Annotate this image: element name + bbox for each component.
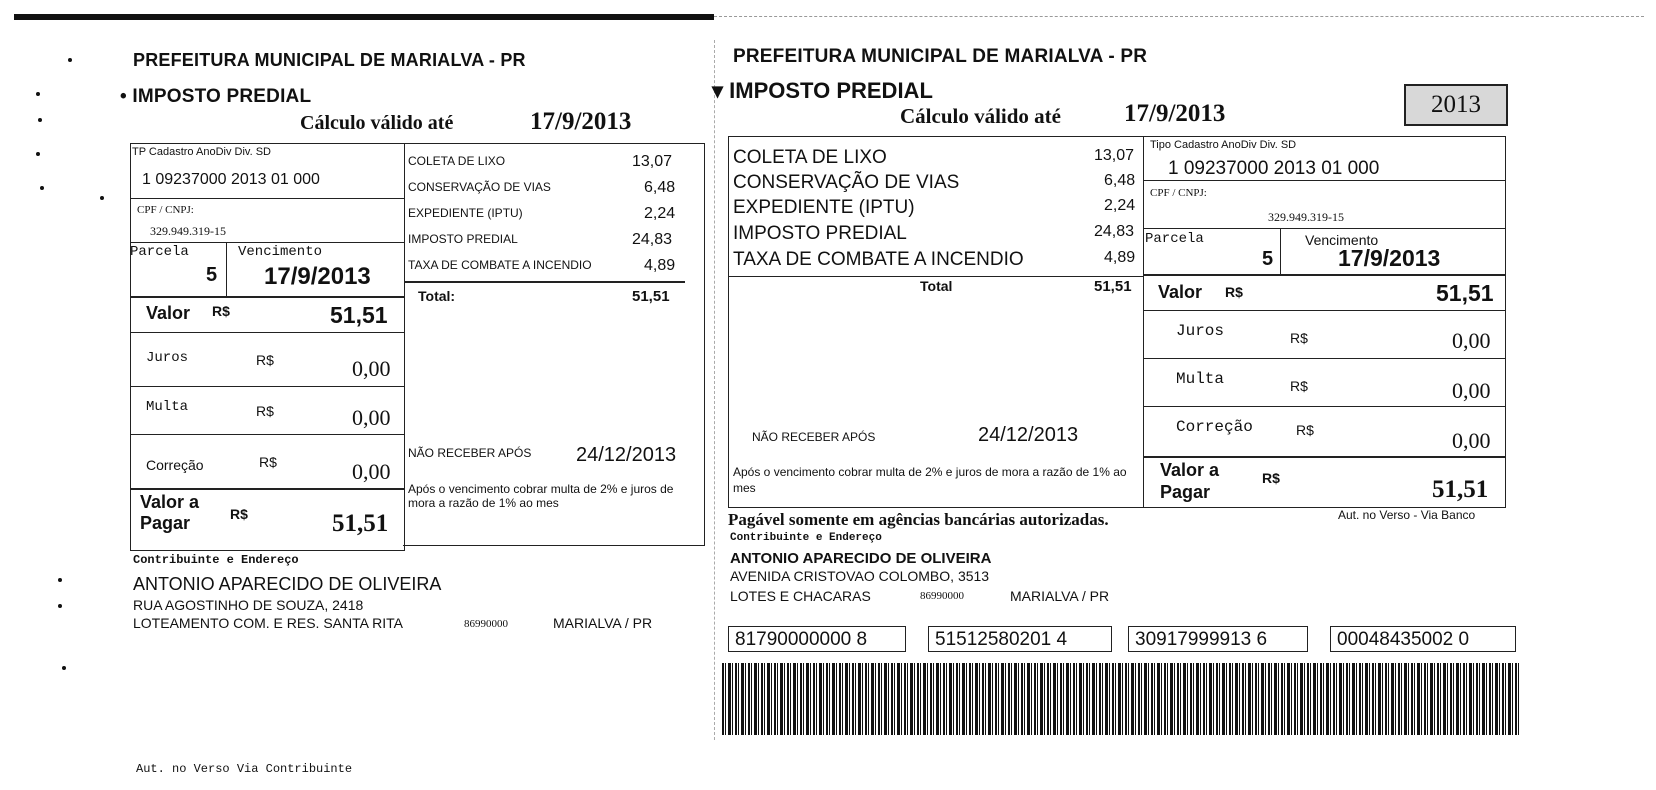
barcode (722, 663, 1520, 735)
left-correcao-label: Correção (146, 457, 204, 473)
right-item-label: COLETA DE LIXO (733, 147, 887, 168)
right-cpf-label: CPF / CNPJ: (1150, 187, 1207, 199)
right-valor-pagar-label (1160, 459, 1219, 503)
right-nao-receber-date: 24/12/2013 (978, 424, 1079, 446)
right-multa-value: 0,00 (1452, 378, 1491, 403)
scan-top-border (14, 14, 714, 20)
right-total-line (728, 276, 1143, 277)
left-note: Após o vencimento cobrar multa de 2% e juros de mora a razão de 1% ao mes (408, 482, 674, 510)
left-valor-currency: R$ (212, 303, 230, 319)
right-item-value: 13,07 (1094, 147, 1135, 164)
scan-dot (36, 92, 40, 96)
right-total-label: Total (920, 278, 953, 294)
right-item-label: TAXA DE COMBATE A INCENDIO (733, 249, 1024, 270)
right-total-value: 51,51 (1094, 278, 1132, 295)
right-line (1143, 358, 1506, 359)
right-correcao-value: 0,00 (1452, 428, 1491, 453)
right-pagavel: Pagável somente em agências bancárias autorizadas. (728, 510, 1109, 529)
right-valor-pagar-value: 51,51 (1432, 476, 1489, 503)
left-correcao-currency: R$ (259, 454, 277, 470)
right-tax-title-text: IMPOSTO PREDIAL (729, 78, 933, 103)
left-line (130, 488, 405, 490)
right-note: Após o vencimento cobrar multa de 2% e juros de mora a razão de 1% ao mes (733, 465, 1127, 495)
right-contrib-name: ANTONIO APARECIDO DE OLIVEIRA (730, 550, 992, 567)
right-parcela-label: Parcela (1145, 231, 1204, 247)
right-line (1143, 406, 1506, 407)
right-juros-label: Juros (1176, 322, 1225, 340)
right-venc-value: 17/9/2013 (1338, 245, 1441, 271)
right-multa-label: Multa (1176, 370, 1225, 388)
left-cad-value: 1 09237000 2013 01 000 (142, 171, 320, 188)
left-calc-date: 17/9/2013 (530, 108, 632, 135)
left-contrib-name: ANTONIO APARECIDO DE OLIVEIRA (133, 574, 442, 594)
left-line (130, 434, 405, 435)
left-valor-pagar-currency: R$ (230, 506, 248, 522)
right-line (1143, 310, 1506, 311)
left-venc-label: Vencimento (238, 244, 323, 260)
left-line (130, 198, 405, 199)
right-contrib-addr2: LOTES E CHACARAS (730, 588, 871, 604)
right-contrib-label: Contribuinte e Endereço (730, 532, 882, 544)
left-cpf-label: CPF / CNPJ: (137, 204, 194, 216)
right-juros-value: 0,00 (1452, 328, 1491, 353)
left-item-label: IMPOSTO PREDIAL (408, 232, 518, 246)
left-vline (226, 242, 227, 296)
left-contrib-addr1: RUA AGOSTINHO DE SOUZA, 2418 (133, 597, 364, 613)
right-valor-pagar-label-1: Valor a (1160, 460, 1220, 480)
left-line (130, 332, 405, 333)
left-item-value: 2,24 (644, 205, 676, 222)
right-contrib-city: MARIALVA / PR (1010, 588, 1110, 604)
left-valor-pagar-value: 51,51 (332, 510, 389, 537)
right-aut-banco: Aut. no Verso - Via Banco (1338, 508, 1476, 522)
right-cad-value: 1 09237000 2013 01 000 (1168, 158, 1380, 179)
left-item-value: 4,89 (644, 257, 676, 274)
right-juros-currency: R$ (1290, 330, 1308, 346)
right-item-label: CONSERVAÇÃO DE VIAS (733, 172, 960, 193)
right-valor-pagar-currency: R$ (1262, 470, 1280, 486)
left-contrib-city: MARIALVA / PR (553, 615, 653, 631)
scan-dot (58, 604, 62, 608)
left-valor-pagar-label (140, 492, 199, 534)
right-calc-label: Cálculo válido até (900, 104, 1061, 128)
right-contrib-addr1: AVENIDA CRISTOVAO COLOMBO, 3513 (730, 568, 990, 584)
left-multa-currency: R$ (256, 403, 274, 419)
left-juros-value: 0,00 (352, 356, 391, 381)
left-total-label: Total: (418, 288, 456, 304)
left-juros-currency: R$ (256, 352, 274, 368)
left-footer: Aut. no Verso Via Contribuinte (136, 762, 353, 776)
right-correcao-label: Correção (1176, 418, 1253, 436)
left-contrib-addr2: LOTEAMENTO COM. E RES. SANTA RITA (133, 615, 403, 631)
perforation-line (714, 40, 715, 740)
right-valor-pagar-label-2: Pagar (1160, 482, 1211, 502)
right-calc-date: 17/9/2013 (1124, 100, 1226, 127)
left-contrib-cep: 86990000 (464, 618, 508, 630)
right-line (1143, 274, 1506, 276)
left-item-label: EXPEDIENTE (IPTU) (408, 206, 523, 220)
scan-dot (62, 666, 66, 670)
left-line (130, 242, 405, 243)
right-tax-title: ▾ IMPOSTO PREDIAL (712, 78, 933, 103)
left-valor-value: 51,51 (330, 302, 388, 328)
left-total-line (405, 281, 685, 283)
right-correcao-currency: R$ (1296, 422, 1314, 438)
right-item-value: 6,48 (1104, 172, 1136, 189)
right-cad-header: Tipo Cadastro AnoDiv Div. SD (1150, 139, 1297, 151)
right-item-value: 24,83 (1094, 223, 1135, 240)
left-multa-value: 0,00 (352, 405, 391, 430)
left-line (130, 296, 405, 298)
right-vline (1143, 136, 1144, 508)
left-line (130, 386, 405, 387)
left-item-label: COLETA DE LIXO (408, 154, 506, 168)
scan-dot (68, 58, 72, 62)
left-total-value: 51,51 (632, 288, 670, 305)
right-city-title: PREFEITURA MUNICIPAL DE MARIALVA - PR (733, 46, 1148, 67)
left-valor-label: Valor (146, 303, 191, 323)
left-item-value: 24,83 (632, 231, 673, 248)
right-parcela-value: 5 (1262, 248, 1274, 270)
left-nao-receber-label: NÃO RECEBER APÓS (408, 446, 532, 460)
left-item-label: TAXA DE COMBATE A INCENDIO (408, 258, 592, 272)
left-juros-label: Juros (146, 350, 189, 366)
scan-dot (36, 152, 40, 156)
right-contrib-cep: 86990000 (920, 590, 964, 602)
linha-digitavel-field-1: 81790000000 8 (728, 626, 906, 652)
linha-digitavel-field-4: 00048435002 0 (1330, 626, 1516, 652)
left-valor-pagar-label-1: Valor a (140, 492, 200, 512)
right-valor-currency: R$ (1225, 284, 1243, 300)
linha-digitavel-field-3: 30917999913 6 (1128, 626, 1308, 652)
right-line (1143, 228, 1506, 229)
right-item-value: 4,89 (1104, 249, 1136, 266)
left-item-value: 6,48 (644, 179, 676, 196)
scan-dot (38, 118, 42, 122)
left-multa-label: Multa (146, 399, 189, 415)
left-nao-receber-date: 24/12/2013 (576, 444, 677, 466)
right-venc-label: Vencimento (1305, 232, 1379, 248)
left-parcela-value: 5 (206, 264, 218, 286)
left-cpf-value: 329.949.319-15 (150, 224, 226, 238)
right-vline (1280, 228, 1281, 274)
left-valor-pagar-label-2: Pagar (140, 513, 191, 533)
left-city-title: PREFEITURA MUNICIPAL DE MARIALVA - PR (133, 50, 526, 70)
left-item-value: 13,07 (632, 153, 673, 170)
left-tax-title-text: IMPOSTO PREDIAL (132, 86, 312, 107)
scan-dot (40, 186, 44, 190)
left-parcela-label: Parcela (130, 244, 189, 260)
left-contrib-label: Contribuinte e Endereço (133, 553, 299, 567)
right-cpf-value: 329.949.319-15 (1268, 210, 1344, 224)
left-calc-label: Cálculo válido até (300, 112, 454, 134)
right-nao-receber-label: NÃO RECEBER APÓS (752, 430, 876, 444)
left-tax-title: • IMPOSTO PREDIAL (120, 86, 312, 107)
right-item-label: EXPEDIENTE (IPTU) (733, 197, 915, 218)
right-item-label: IMPOSTO PREDIAL (733, 223, 907, 244)
right-valor-value: 51,51 (1436, 280, 1494, 306)
right-line (1143, 456, 1506, 458)
left-correcao-value: 0,00 (352, 459, 391, 484)
year-badge: 2013 (1404, 84, 1508, 126)
left-item-label: CONSERVAÇÃO DE VIAS (408, 180, 551, 194)
left-venc-value: 17/9/2013 (264, 263, 371, 290)
scan-dotted-line (714, 16, 1644, 17)
linha-digitavel-field-2: 51512580201 4 (928, 626, 1112, 652)
left-cad-header: TP Cadastro AnoDiv Div. SD (132, 146, 271, 158)
right-item-value: 2,24 (1104, 197, 1136, 214)
scan-dot (100, 196, 104, 200)
scan-dot (58, 578, 62, 582)
right-line (1143, 180, 1506, 181)
right-multa-currency: R$ (1290, 378, 1308, 394)
right-valor-label: Valor (1158, 282, 1203, 302)
